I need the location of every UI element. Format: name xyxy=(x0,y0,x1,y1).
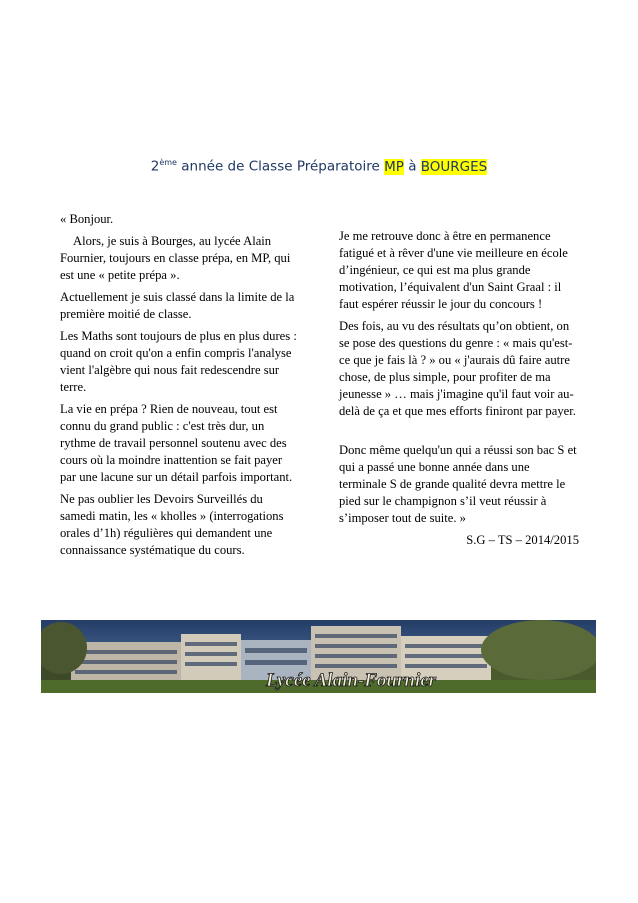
paragraph-maths: Les Maths sont toujours de plus en plus dures : quand on croit qu'on a enfin compris l'analyse vient l'algèbre qui nous fait redescendre sur terre. xyxy=(60,329,297,394)
title-text: année de Classe Préparatoire xyxy=(176,158,385,175)
school-photo-banner xyxy=(41,620,596,693)
right-column xyxy=(339,228,579,554)
banner-caption: Lycée Alain-Fournier xyxy=(265,670,437,691)
paragraph-intro: Alors, je suis à Bourges, au lycée Alain Fournier, toujours en classe prépa, en MP, qui est une « petite prépa ». xyxy=(60,234,291,282)
page-title xyxy=(0,158,638,175)
title-city-highlight: BOURGES xyxy=(420,158,488,175)
title-preposition: à xyxy=(403,158,421,175)
greeting: « Bonjour. xyxy=(60,212,114,226)
paragraph-motivation: Je me retrouve donc à être en permanence fatigué et à rêver d'une vie meilleure en école d’ingénieur, ce qui est ma plus grande motivation, l’équivalent d'un Saint Graal : il faut espérer réussir le jour du concours ! xyxy=(339,229,568,311)
school-photo xyxy=(41,620,596,693)
left-column xyxy=(60,211,300,564)
signature: S.G – TS – 2014/2015 xyxy=(466,533,579,547)
paragraph-conclusion: Donc même quelqu'un qui a réussi son bac S et qui a passé une bonne année dans une terminale S de grande qualité devra mettre le pied sur le champignon s’il veut réussir à s’imposer tout de suite. » xyxy=(339,443,577,525)
paragraph-prepa-life: La vie en prépa ? Rien de nouveau, tout est connu du grand public : c'est très dur, un rythme de travail personnel soutenu avec des cours où la moindre inattention se fait payer par une lacune sur un détail parfois important. xyxy=(60,402,293,484)
spacer xyxy=(339,425,579,442)
paragraph-ranking: Actuellement je suis classé dans la limite de la première moitié de classe. xyxy=(60,290,295,321)
paragraph-devoirs: Ne pas oublier les Devoirs Surveillés du samedi matin, les « kholles » (interrogations orales d’1h) régulières qui demandent une connaissance systématique du cours. xyxy=(60,492,284,557)
paragraph-questions: Des fois, au vu des résultats qu’on obtient, on se pose des questions du genre : « mais qu'est-ce que je fais là ? » ou « j'aurais dû faire autre chose, de plus simple, pour profiter de ma jeunesse » … mais j'imagine qu'il faut voir au-delà de ça et que mes efforts finiront par payer. xyxy=(339,319,576,418)
title-number: 2 xyxy=(150,158,160,175)
title-superscript: ème xyxy=(159,158,177,167)
title-mp-highlight: MP xyxy=(384,158,404,175)
